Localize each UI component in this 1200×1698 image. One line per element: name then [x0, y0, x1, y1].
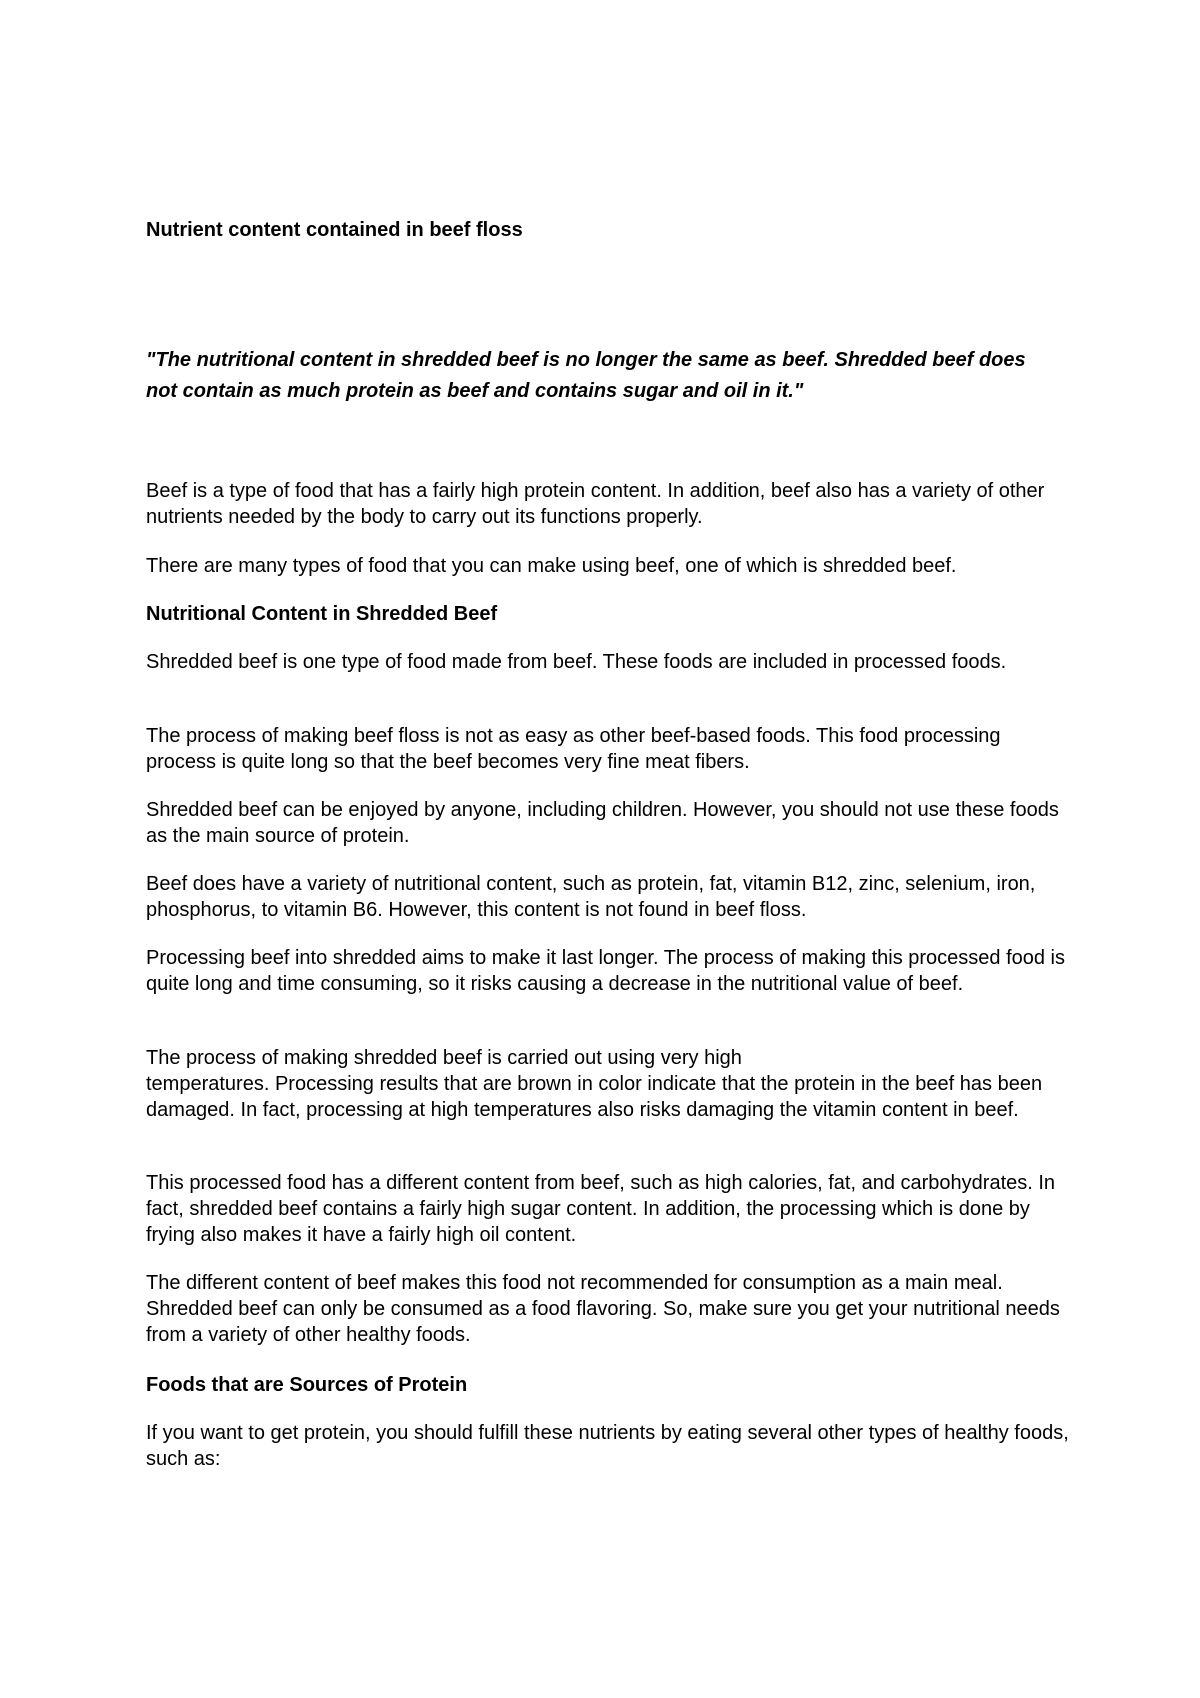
document-title: Nutrient content contained in beef floss: [146, 219, 523, 241]
document-page: [146, 0, 1076, 1698]
section1-paragraph-3: Shredded beef can be enjoyed by anyone, including children. However, you should not use these foods as the main source of protein.: [146, 799, 1059, 847]
section-heading-nutritional-content: Nutritional Content in Shredded Beef: [146, 603, 498, 625]
section1-paragraph-4: Beef does have a variety of nutritional content, such as protein, fat, vitamin B12, zinc, selenium, iron, phosphorus, to vitamin B6. However, this content is not found in beef floss.: [146, 873, 1036, 921]
section1-paragraph-2: The process of making beef floss is not as easy as other beef-based foods. This food processing process is quite long so that the beef becomes very fine meat fibers.: [146, 725, 1001, 773]
section-heading-protein-sources: Foods that are Sources of Protein: [146, 1374, 468, 1396]
paragraph-6-rest: temperatures. Processing results that are brown in color indicate that the protein in the beef has been damaged. In fact, processing at high temperatures also risks damaging the vitamin content in beef.: [146, 1073, 1043, 1121]
section1-paragraph-5: Processing beef into shredded aims to make it last longer. The process of making this processed food is quite long and time consuming, so it risks causing a decrease in the nutritional value of beef.: [146, 947, 1066, 995]
section1-paragraph-1: Shredded beef is one type of food made from beef. These foods are included in processed foods.: [146, 651, 1007, 673]
paragraph-6-first-line: The process of making shredded beef is carried out using very high: [146, 1047, 742, 1069]
pull-quote: "The nutritional content in shredded beef is no longer the same as beef. Shredded beef does not contain as much protein as beef and contains sugar and oil in it.": [146, 349, 1026, 402]
intro-paragraph-2: There are many types of food that you can make using beef, one of which is shredded beef.: [146, 555, 957, 577]
section1-paragraph-8: The different content of beef makes this food not recommended for consumption as a main meal. Shredded beef can only be consumed as a food flavoring. So, make sure you get your nutritional needs from a variety of other healthy foods.: [146, 1272, 1060, 1346]
intro-paragraph-1: Beef is a type of food that has a fairly high protein content. In addition, beef also has a variety of other nutrients needed by the body to carry out its functions properly.: [146, 480, 1045, 528]
section1-paragraph-6: [146, 1045, 1076, 1123]
section1-paragraph-7: This processed food has a different content from beef, such as high calories, fat, and carbohydrates. In fact, shredded beef contains a fairly high sugar content. In addition, the processing which is done by frying also makes it have a fairly high oil content.: [146, 1172, 1056, 1246]
section2-paragraph-1: If you want to get protein, you should fulfill these nutrients by eating several other types of healthy foods, such as:: [146, 1422, 1069, 1470]
